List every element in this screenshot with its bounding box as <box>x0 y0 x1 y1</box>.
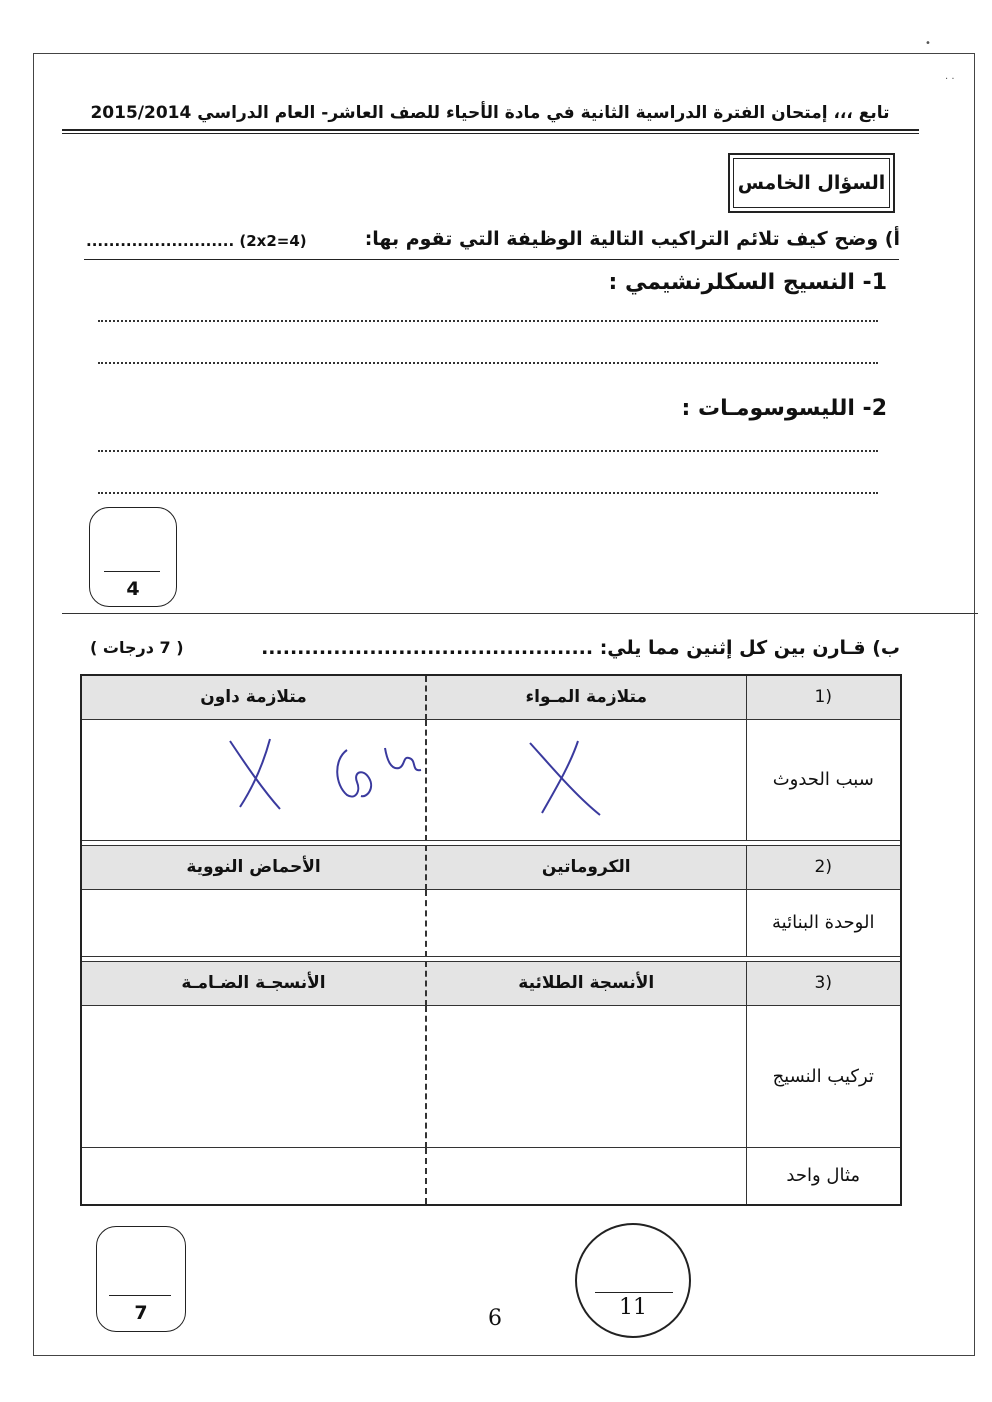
total-score-value: 11 <box>619 1295 647 1320</box>
score-value: 4 <box>126 578 140 600</box>
table-row <box>81 845 901 889</box>
part-a-rule <box>84 259 899 260</box>
group-number: (3 <box>746 961 901 1005</box>
column-header: الأنسجـة الضـامـة <box>81 961 426 1005</box>
column-header: الكروماتين <box>426 845 746 889</box>
section-title: السؤال الخامس <box>733 158 890 208</box>
handwritten-scribble <box>325 740 430 805</box>
part-b-marks: ( 7 درجات ) <box>90 638 184 657</box>
part-a-marks: .......................... (2x2=4) <box>86 232 307 250</box>
answer-line[interactable] <box>98 492 878 494</box>
part-a-prompt: أ) وضح كيف تلائم التراكيب التالية الوظيفة التي تقوم بها: <box>364 228 900 250</box>
table-row <box>81 1005 901 1147</box>
answer-cell[interactable] <box>426 1005 746 1147</box>
row-label: سبب الحدوث <box>746 719 901 840</box>
scan-mark: · · <box>945 74 955 85</box>
section-divider <box>62 613 978 614</box>
row-label: تركيب النسيج <box>746 1005 901 1147</box>
header-rule <box>62 133 919 134</box>
scan-mark: • <box>925 38 931 49</box>
row-label: الوحدة البنائية <box>746 889 901 956</box>
score-value: 7 <box>134 1302 148 1324</box>
row-label: مثال واحد <box>746 1147 901 1205</box>
column-header: الأنسجة الطلائية <box>426 961 746 1005</box>
answer-cell[interactable] <box>81 1005 426 1147</box>
question-item-1: 1- النسيج السكلرنشيمي : <box>608 270 887 295</box>
score-line <box>104 571 160 572</box>
table-row <box>81 889 901 956</box>
group-number: (2 <box>746 845 901 889</box>
handwritten-cross-mark <box>218 735 298 815</box>
score-line <box>595 1292 673 1293</box>
header-rule <box>62 129 919 131</box>
total-score-oval <box>575 1223 691 1338</box>
comparison-table <box>80 674 902 1206</box>
answer-cell[interactable] <box>81 889 426 956</box>
exam-header: تابع ،،، إمتحان الفترة الدراسية الثانية في مادة الأحياء للصف العاشر- العام الدراسي 2015/2014 <box>90 103 890 123</box>
score-line <box>109 1295 171 1296</box>
section-title-box <box>728 153 895 213</box>
page-number: 6 <box>488 1306 502 1331</box>
table-row <box>81 675 901 719</box>
answer-cell[interactable] <box>426 889 746 956</box>
table-row <box>81 719 901 840</box>
handwritten-cross-mark <box>520 735 610 820</box>
column-header: متلازمة المـواء <box>426 675 746 719</box>
column-header: الأحماض النووية <box>81 845 426 889</box>
column-header: متلازمة داون <box>81 675 426 719</box>
part-b-prompt: ب) قـارن بين كل إثنين مما يلي: .............................................. <box>261 637 900 659</box>
answer-cell[interactable] <box>426 1147 746 1205</box>
score-box-part-a <box>89 507 177 607</box>
answer-cell[interactable] <box>81 1147 426 1205</box>
table-row <box>81 961 901 1005</box>
score-box-part-b <box>96 1226 186 1332</box>
answer-line[interactable] <box>98 320 878 322</box>
answer-line[interactable] <box>98 362 878 364</box>
group-number: (1 <box>746 675 901 719</box>
table-row <box>81 1147 901 1205</box>
answer-line[interactable] <box>98 450 878 452</box>
question-item-2: 2- الليسوسومـات : <box>681 396 887 421</box>
